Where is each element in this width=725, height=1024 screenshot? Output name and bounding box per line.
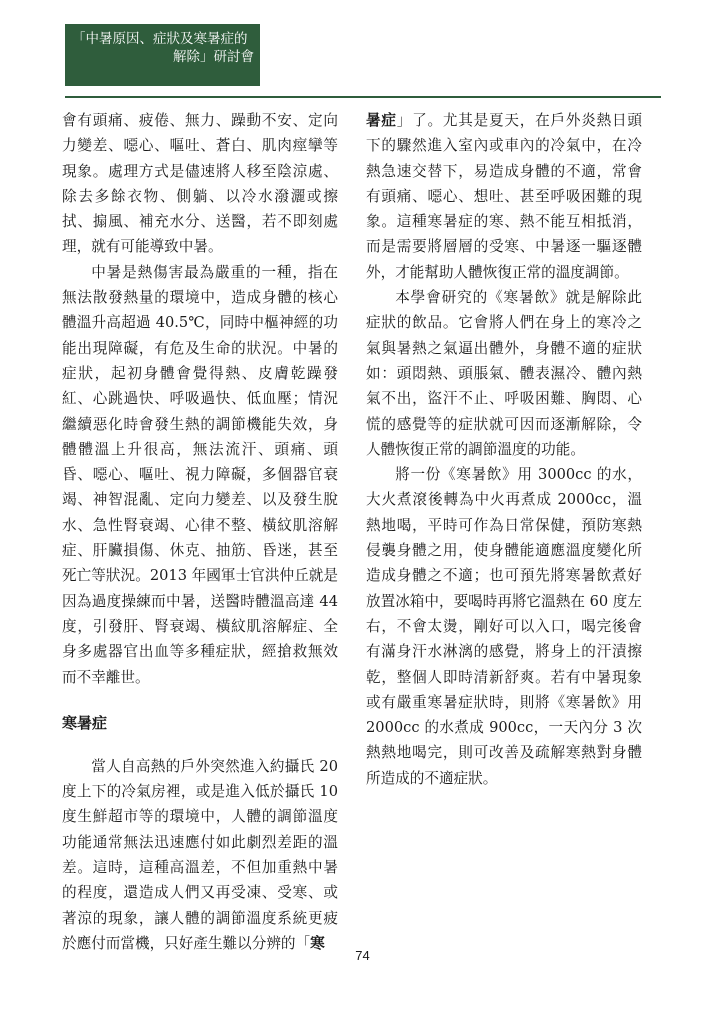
right-column <box>366 108 642 791</box>
header-divider <box>65 96 661 98</box>
right-paragraph-2: 本學會研究的《寒暑飲》就是解除此症狀的飲品。它會將人們在身上的寒冷之氣與暑熱之氣逼出體外，身體不適的症狀如：頭悶熱、頭脹氣、體表濕冷、體內熱氣不出，盜汗不止、呼吸困難、胸悶、心慌的感覺等的症狀就可因而逐漸解除，令人體恢復正常的調節溫度的功能。 <box>366 289 642 458</box>
section-heading: 寒暑症 <box>62 713 108 732</box>
header-title-line2: 解除」研討會 <box>173 49 254 65</box>
left-column <box>62 108 338 956</box>
left-paragraph-3-text: 當人自高熱的戶外突然進入約攝氏 20 度上下的冷氣房裡，或是進入低於攝氏 10 度生鮮超市等的環境中，人體的調節溫度功能通常無法迅速應付如此劇烈差距的溫差。這時，這種高溫差，不但加重熱中暑的程度，還造成人們又再受凍、受寒、或著涼的現象，讓人體的調節溫度系統更疲於應付而當機，只好產生難以分辨的「 <box>62 757 338 952</box>
right-paragraph-1 <box>366 108 642 285</box>
page-number: 74 <box>355 948 370 963</box>
header-title-line1: 「中暑原因、症狀及寒暑症的 <box>72 31 248 47</box>
right-paragraph-1-bold: 暑症 <box>366 112 397 129</box>
right-paragraph-1-text: 」了。尤其是夏天，在戶外炎熱日頭下的驟然進入室內或車內的冷氣中，在冷熱急速交替下，易造成身體的不適，常會有頭痛、噁心、想吐、甚至呼吸困難的現象。這種寒暑症的寒、熱不能互相抵消，而是需要將層層的受寒、中暑逐一驅逐體外，才能幫助人體恢復正常的溫度調節。 <box>366 112 642 281</box>
left-paragraph-3 <box>62 754 338 956</box>
right-paragraph-3: 將一份《寒暑飲》用 3000cc 的水，大火煮滾後轉為中火再煮成 2000cc，溫熱地喝，平時可作為日常保健，預防寒熱侵襲身體之用，使身體能適應溫度變化所造成身體之不適；也可預先將寒暑飲煮好放置冰箱中，要喝時再將它溫熱在 60 度左右，不會太燙，剛好可以入口，喝完後會有滿身汗水淋漓的感覺，將身上的汗漬擦乾，整個人即時清新舒爽。若有中暑現象或有嚴重寒暑症狀時，則將《寒暑飲》用 2000cc 的水煮成 900cc，一天內分 3 次熱熱地喝完，則可改善及疏解寒熱對身體所造成的不適症狀。 <box>366 466 642 787</box>
left-paragraph-3-bold: 寒 <box>310 934 325 952</box>
left-paragraph-1: 會有頭痛、疲倦、無力、躁動不安、定向力變差、噁心、嘔吐、蒼白、肌肉痙攣等現象。處理方式是儘速將人移至陰涼處、除去多餘衣物、側躺、以冷水潑灑或擦拭、搧風、補充水分、送醫，若不即刻處理，就有可能導致中暑。 <box>62 112 338 256</box>
header-title <box>72 30 254 66</box>
left-paragraph-2: 中暑是熱傷害最為嚴重的一種，指在無法散發熱量的環境中，造成身體的核心體溫升高超過 40.5℃，同時中樞神經的功能出現障礙，有危及生命的狀況。中暑的症狀，起初身體會覺得熱、皮膚乾躁發紅、心跳過快、呼吸過快、低血壓；情況繼續惡化時會發生熱的調節機能失效，身體體溫上升很高，無法流汗、頭痛、頭昏、噁心、嘔吐、視力障礙，多個器官衰竭、神智混亂、定向力變差、以及發生脫水、急性腎衰竭、心律不整、橫紋肌溶解症、肝臟損傷、休克、抽筋、昏迷，甚至死亡等狀況。2013 年國軍士官洪仲丘就是因為過度操練而中暑，送醫時體溫高達 44 度，引發肝、腎衰竭、橫紋肌溶解症、全身多處器官出血等多種症狀，經搶救無效而不幸離世。 <box>62 263 338 686</box>
